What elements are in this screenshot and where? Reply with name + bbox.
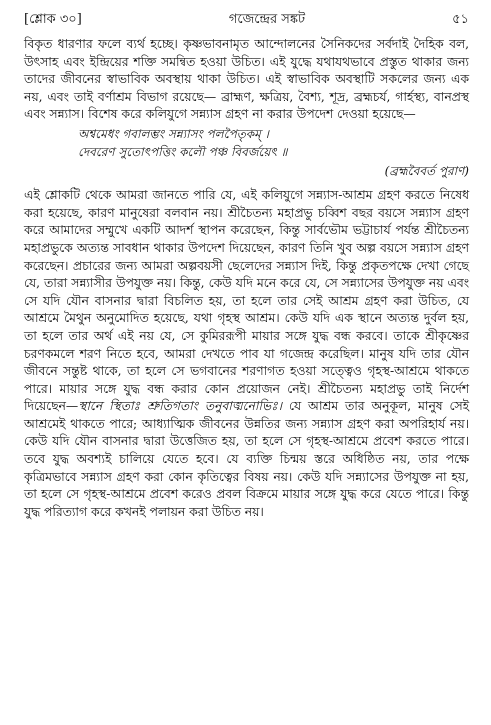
paragraph-2 [24,187,469,521]
verse-reference: [শ্লোক ৩০] [24,12,82,27]
verse-line-1: অশ্বমেধং গবালম্ভং সন্ন্যাসং পলপৈতৃকম্ । [78,126,269,141]
paragraph-1: বিকৃত ধারণার ফলে ব্যর্থ হচ্ছে। কৃষ্ণভাবনামৃত আন্দোলনের সৈনিকদের সর্বদাই দৈহিক বল, উৎসাহ এবং ইন্দ্রিয়ের শক্তি সমন্বিত হওয়া উচিত। এই যুদ্ধে যথাযথভাবে প্রস্তুত থাকার জন্য তাদের জীবনের স্বাভাবিক অবস্থায় থাকা উচিত। এই স্বাভাবিক অবস্থাটি সকলের জন্য এক নয়, এবং তাই বর্ণাশ্রম বিভাগ রয়েছে— ব্রাহ্মণ, ক্ষত্রিয়, বৈশ্য, শূদ্র, ব্রহ্মচর্য, গার্হস্থ্য, বানপ্রস্থ এবং সন্ন্যাস। বিশেষ করে কলিযুগে সন্ন্যাস গ্রহণ না করার উপদেশ দেওয়া হয়েছে— [24,37,469,122]
paragraph-2-text: এই শ্লোকটি থেকে আমরা জানতে পারি যে, এই কলিযুগে সন্ন্যাস-আশ্রম গ্রহণ করতে নিষেধ করা হয়েছে, কারণ মানুষেরা বলবান নয়। শ্রীচৈতন্য মহাপ্রভু চব্বিশ বছর বয়সে সন্ন্যাস গ্রহণ করে আমাদের সম্মুখে একটি আদর্শ স্থাপন করেছেন, কিন্তু সার্বভৌম ভট্টাচার্য পর্যন্ত শ্রীচৈতন্য মহাপ্রভুকে অত্যন্ত সাবধান থাকার উপদেশ দিয়েছেন, কারণ তিনি খুব অল্প বয়সে সন্ন্যাস গ্রহণ করেছেন। প্রচারের জন্য আমরা অল্পবয়সী ছেলেদের সন্ন্যাস দিই, কিন্তু প্রকৃতপক্ষে দেখা গেছে যে, তারা সন্ন্যাসীর উপযুক্ত নয়। কিন্তু, কেউ যদি মনে করে যে, সে সন্ন্যাসের উপযুক্ত নয় এবং সে যদি যৌন বাসনার দ্বারা বিচলিত হয়, তা হলে তার সেই আশ্রম গ্রহণ করা উচিত, যে আশ্রমে মৈথুন অনুমোদিত হয়েছে, যথা গৃহস্থ আশ্রম। কেউ যদি এক স্থানে অত্যন্ত দুর্বল হয়, তা হলে তার অর্থ এই নয় যে, সে কুমিররূপী মায়ার সঙ্গে যুদ্ধ বন্ধ করবে। তাকে শ্রীকৃষ্ণের চরণকমলে শরণ নিতে হবে, আমরা দেখতে পাব যা গজেন্দ্র করেছিল। মানুষ যদি তার যৌন জীবনে সন্তুষ্ট থাকে, তা হলে সে ভগবানের শরণাগত হওয়া সত্ত্বেও গৃহস্থ-আশ্রমে থাকতে পারে। মায়ার সঙ্গে যুদ্ধ বন্ধ করার কোন প্রয়োজন নেই। শ্রীচৈতন্য মহাপ্রভু তাই নির্দেশ দিয়েছেন— [24,188,469,414]
verse-line-2: দেবরেণ সুতোৎপত্তিং কলৌ পঞ্চ বিবর্জয়েৎ ॥ [78,144,288,159]
page-header [24,10,469,36]
verse-source: (ব্রহ্মবৈবর্ত পুরাণ) [384,164,469,179]
chapter-title: গজেন্দ্রের সঙ্কট [228,12,306,27]
paragraph-2-text-after: যে আশ্রম তার অনুকূল, মানুষ সেই আশ্রমেই থাকতে পারে; আধ্যাত্মিক জীবনের উন্নতির জন্য সন্ন্যাস গ্রহণ করা অপরিহার্য নয়। কেউ যদি যৌন বাসনার দ্বারা উত্তেজিত হয়, তা হলে সে গৃহস্থ-আশ্রমে প্রবেশ করতে পারে। তবে যুদ্ধ অবশ্যই চালিয়ে যেতে হবে। যে ব্যক্তি চিন্ময় স্তরে অধিষ্ঠিত নয়, তার পক্ষে কৃত্রিমভাবে সন্ন্যাস গ্রহণ করা কোন কৃতিত্বের বিষয় নয়। কেউ যদি সন্ন্যাসের উপযুক্ত না হয়, তা হলে সে গৃহস্থ-আশ্রমে প্রবেশ করেও প্রবল বিক্রমে মায়ার সঙ্গে যুদ্ধ করে যেতে পারে। কিন্তু যুদ্ধ পরিত্যাগ করে কখনই পলায়ন করা উচিত নয়। [24,399,469,519]
paragraph-2-quote: স্থানে স্থিতাঃ শ্রুতিগতাং তনুবাঙ্মনোভিঃ। [78,399,283,414]
page-number: ৫১ [452,12,469,27]
sanskrit-verse [78,126,469,161]
